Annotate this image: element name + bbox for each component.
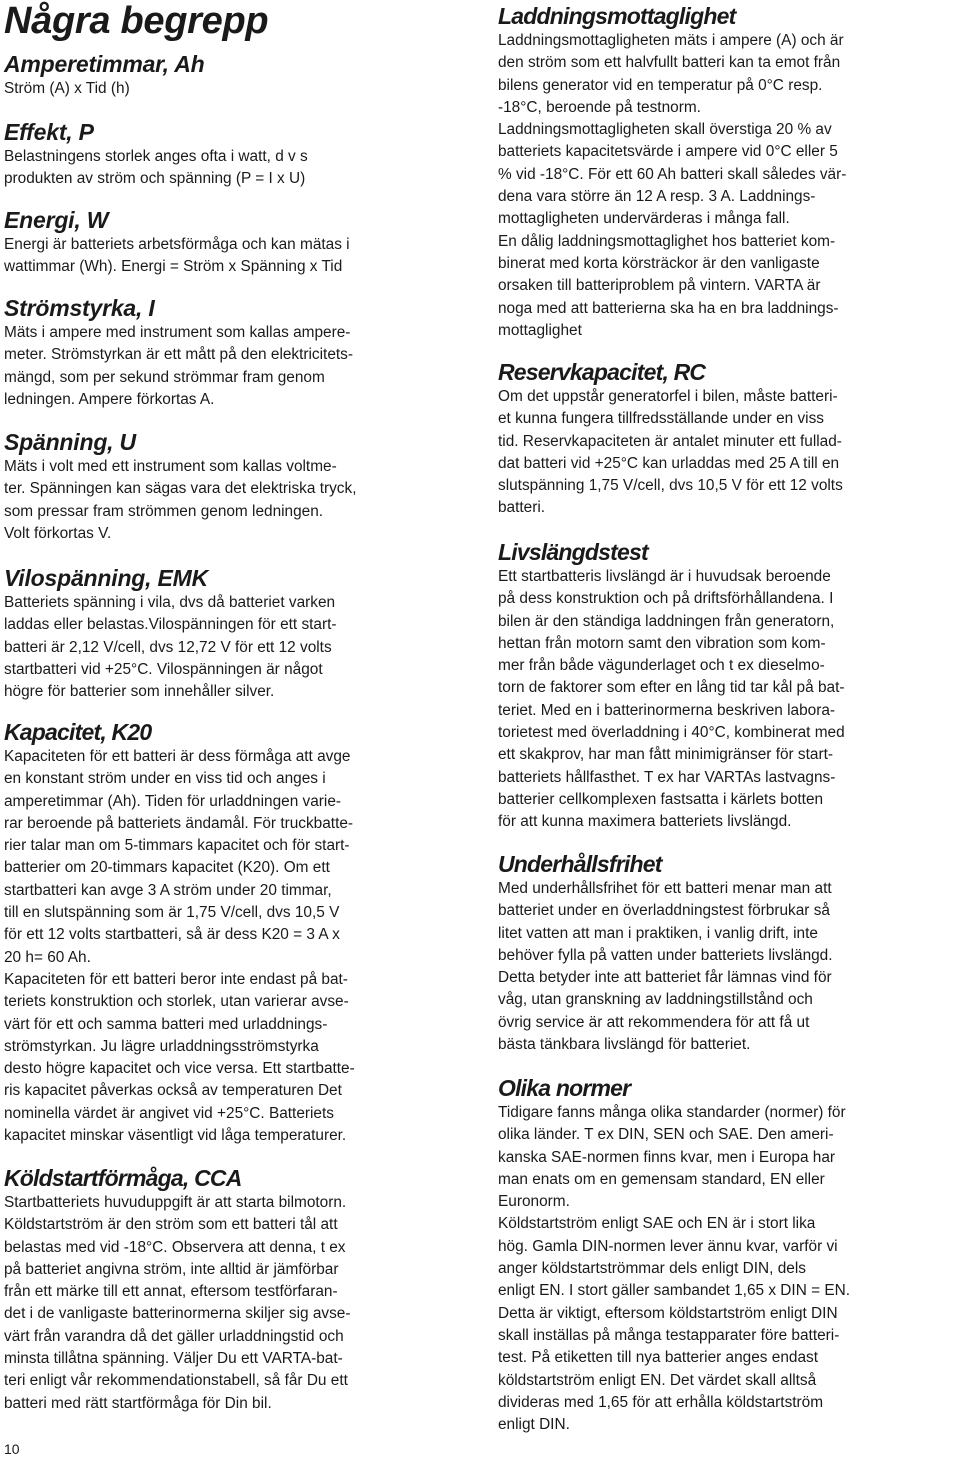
section-heading: Strömstyrka, I <box>4 295 155 321</box>
body-line: Tidigare fanns många olika standarder (normer) för <box>498 1104 846 1121</box>
section-heading: Laddningsmottaglighet <box>498 3 736 29</box>
body-line: Laddningsmottagligheten mäts i ampere (A) och är <box>498 32 844 49</box>
body-line: mer från både vägunderlaget och t ex dieselmo- <box>498 657 825 675</box>
body-line: värt för ett och samma batteri med urladdnings- <box>4 1015 328 1033</box>
body-line: batteri är 2,12 V/cell, dvs 12,72 V för ett 12 volts <box>4 638 332 656</box>
body-line: % vid -18°C. För ett 60 Ah batteri skall således vär- <box>498 165 847 183</box>
body-line: till en slutspänning som är 1,75 V/cell, dvs 10,5 V <box>4 904 340 922</box>
body-line: meter. Strömstyrkan är ett mått på den elektricitets- <box>4 346 353 364</box>
body-line: teriet. Med en i batterinormerna beskriven labora- <box>498 701 836 719</box>
body-line: Med underhållsfrihet för ett batteri menar man att <box>498 880 832 897</box>
body-line: En dålig laddningsmottaglighet hos batteriet kom- <box>498 232 836 250</box>
body-line: et kunna fungera tillfredsställande under en viss <box>498 410 824 428</box>
body-line: mottaglighet <box>498 321 582 339</box>
body-line: batteri. <box>498 499 546 517</box>
body-line: Om det uppstår generatorfel i bilen, måste batteri- <box>498 388 838 405</box>
body-line: batteri med rätt startförmåga för Din bil. <box>4 1394 272 1412</box>
body-line: Laddningsmottagligheten skall överstiga 20 % av <box>498 121 832 139</box>
section-koldstartformaga <box>4 1164 464 1415</box>
body-line: test. På etiketten till nya batterier anges endast <box>498 1349 818 1367</box>
body-line: övrig service är att rekommendera för att få ut <box>498 1013 810 1031</box>
body-line: belastas med vid -18°C. Observera att denna, t ex <box>4 1238 346 1256</box>
body-line: köldstartström enligt EN. Det värdet skall alltså <box>498 1371 817 1389</box>
body-line: 20 h= 60 Ah. <box>4 948 91 966</box>
page-number: 10 <box>4 1441 20 1457</box>
section-energi <box>4 206 464 279</box>
body-line: startbatteri vid +25°C. Vilospänningen är något <box>4 660 323 678</box>
body-line: en konstant ström under en viss tid och anges i <box>4 770 326 788</box>
section-heading: Köldstartförmåga, CCA <box>4 1165 242 1191</box>
body-line: dat batteri vid +25°C kan urladdas med 25 A till en <box>498 454 840 472</box>
body-line: enligt DIN. <box>498 1416 570 1434</box>
section-heading: Kapacitet, K20 <box>4 719 152 745</box>
section-kapacitet <box>4 718 464 1147</box>
body-line: Euronorm. <box>498 1193 570 1211</box>
body-line: ett skakprov, har man fått minimigränser för start- <box>498 746 833 764</box>
body-line: skall inställas på många testapparater före batteri- <box>498 1326 840 1344</box>
section-vilospanning <box>4 564 464 703</box>
body-line: som pressar fram strömmen genom ledningen. <box>4 502 324 520</box>
body-line: den ström som ett halvfullt batteri kan ta emot från <box>498 54 841 72</box>
body-line: laddas eller belastas.Vilospänningen för ett start- <box>4 616 337 634</box>
body-line: divideras med 1,65 för att erhålla köldstartström <box>498 1393 824 1411</box>
body-line: dena vara större än 12 A resp. 3 A. Laddnings- <box>498 188 816 206</box>
section-heading: Olika normer <box>498 1075 631 1101</box>
section-heading: Amperetimmar, Ah <box>4 51 205 77</box>
body-line: Detta betyder inte att batteriet får lämnas vind för <box>498 969 832 987</box>
body-line: slutspänning 1,75 V/cell, dvs 10,5 V för ett 12 volts <box>498 477 843 495</box>
body-line: olika länder. T ex DIN, SEN och SAE. Den ameri- <box>498 1126 834 1144</box>
section-heading: Effekt, P <box>4 119 94 145</box>
section-heading: Energi, W <box>4 207 109 233</box>
body-line: hög. Gamla DIN-normen lever ännu kvar, varför vi <box>498 1237 838 1255</box>
body-line: litet vatten att man i praktiken, i vanlig drift, inte <box>498 924 818 942</box>
section-heading: Reservkapacitet, RC <box>498 359 706 385</box>
body-line: Energi är batteriets arbetsförmåga och kan mätas i <box>4 236 350 253</box>
body-line: ledningen. Ampere förkortas A. <box>4 390 215 408</box>
body-line: batteriets kapacitetsvärde i ampere vid 0°C eller 5 <box>498 143 838 161</box>
body-line: Mäts i volt med ett instrument som kallas voltme- <box>4 458 337 475</box>
section-underhallsfrihet <box>498 850 960 1056</box>
body-line: batterier cellkomplexen fastsatta i kärlets botten <box>498 790 824 808</box>
body-line: hettan från motorn samt den vibration som kom- <box>498 634 826 652</box>
body-line: Köldstartström är den ström som ett batteri tål att <box>4 1216 338 1234</box>
section-heading: Livslängdstest <box>498 539 648 565</box>
body-line: torietest med överladdning i 40°C, kombinerat med <box>498 724 845 742</box>
body-line: desto högre kapacitet och vice versa. Ett startbatte- <box>4 1060 355 1078</box>
body-line: anger köldstartströmmar dels enligt DIN, dels <box>498 1260 806 1278</box>
section-laddningsmottaglighet <box>498 2 960 342</box>
body-line: bästa tänkbara livslängd för batteriet. <box>498 1036 751 1054</box>
body-line: teri enligt vår rekommendationstabell, så får Du ett <box>4 1372 348 1390</box>
section-amperetimmar <box>4 50 464 100</box>
body-line: kapacitet minskar väsentligt vid låga temperaturer. <box>4 1127 347 1145</box>
body-line: man enats om en gemensam standard, EN eller <box>498 1170 825 1188</box>
section-heading: Underhållsfrihet <box>498 851 662 877</box>
body-line: Belastningens storlek anges ofta i watt, d v s <box>4 148 308 165</box>
body-line: batteriets hållfasthet. T ex har VARTAs lastvagns- <box>498 768 836 786</box>
body-line: kanska SAE-normen finns kvar, men i Europa har <box>498 1148 836 1166</box>
body-line: nominella värdet är angivet vid +25°C. Batteriets <box>4 1104 334 1122</box>
body-line: noga med att batterierna ska ha en bra laddnings- <box>498 299 839 317</box>
body-line: batterier om 20-timmars kapacitet (K20). Om ett <box>4 859 330 877</box>
section-heading: Vilospänning, EMK <box>4 565 209 591</box>
body-line: orsaken till batteriproblem på vintern. VARTA är <box>498 277 821 295</box>
body-line: behöver fylla på vatten under batteriets livslängd. <box>498 946 833 964</box>
section-stromstyrka <box>4 294 464 411</box>
body-line: Detta är viktigt, eftersom köldstartström enligt DIN <box>498 1304 838 1322</box>
body-line: ris kapacitet påverkas också av temperaturen Det <box>4 1082 342 1100</box>
body-line: värt från varandra då det gäller urladdningstid och <box>4 1327 344 1345</box>
body-line: wattimmar (Wh). Energi = Ström x Spänning x Tid <box>4 258 343 276</box>
body-line: teriets konstruktion och storlek, utan varierar avse- <box>4 993 349 1011</box>
body-line: batteriet under en överladdningstest förbrukar så <box>498 902 830 920</box>
section-reservkapacitet <box>498 358 960 520</box>
body-line: Mäts i ampere med instrument som kallas ampere- <box>4 324 351 341</box>
body-line: rar beroende på batteriets ändamål. För truckbatte- <box>4 814 354 832</box>
body-line: rier talar man om 5-timmars kapacitet och för start- <box>4 837 350 855</box>
body-line: mottagligheten undervärderas i många fall. <box>498 210 790 228</box>
body-line: startbatteri kan avge 3 A ström under 20 timmar, <box>4 881 332 899</box>
body-line: torn de faktorer som efter en lång tid tar kål på bat- <box>498 679 845 697</box>
body-line: minsta tillåtna spänning. Väljer Du ett VARTA-bat- <box>4 1350 343 1368</box>
body-line: bilen är den ständiga laddningen från generatorn, <box>498 612 835 630</box>
body-line: bilens generator vid en temperatur på 0°C resp. <box>498 76 823 94</box>
body-line: produkten av ström och spänning (P = I x U) <box>4 170 306 188</box>
body-line: på dess konstruktion och på driftsförhållandena. I <box>498 590 834 608</box>
body-line: amperetimmar (Ah). Tiden för urladdningen varie- <box>4 792 342 810</box>
body-line: strömstyrkan. Ju lägre urladdningsströmstyrka <box>4 1037 319 1055</box>
page-title: Några begrepp <box>4 0 269 42</box>
section-livslangdstest <box>498 538 960 834</box>
body-line: våg, utan granskning av laddningstillstånd och <box>498 991 813 1009</box>
section-heading: Spänning, U <box>4 429 136 455</box>
body-line: från ett märke till ett annat, eftersom testförfaran- <box>4 1283 338 1301</box>
section-olika-normer <box>498 1074 960 1436</box>
body-line: mängd, som per sekund strömmar fram genom <box>4 368 325 386</box>
body-line: Volt förkortas V. <box>4 524 112 542</box>
body-line: Kapaciteten för ett batteri är dess förmåga att avge <box>4 748 351 765</box>
body-line: Ett startbatteris livslängd är i huvudsak beroende <box>498 568 831 585</box>
body-line: det i de vanligaste batterinormerna skiljer sig avse- <box>4 1305 351 1323</box>
body-line: Köldstartström enligt SAE och EN är i stort lika <box>498 1215 816 1233</box>
body-line: Ström (A) x Tid (h) <box>4 80 130 97</box>
body-line: Kapaciteten för ett batteri beror inte endast på bat- <box>4 970 348 988</box>
body-line: för ett 12 volts startbatteri, så är dess K20 = 3 A x <box>4 926 340 944</box>
body-line: Batteriets spänning i vila, dvs då batteriet varken <box>4 594 336 611</box>
body-line: högre för batterier som innehåller silver. <box>4 683 275 701</box>
body-line: Startbatteriets huvuduppgift är att starta bilmotorn. <box>4 1194 347 1211</box>
section-effekt <box>4 118 464 191</box>
body-line: -18°C, beroende på testnorm. <box>498 98 701 116</box>
section-spanning <box>4 428 464 545</box>
body-line: enligt EN. I stort gäller sambandet 1,65 x DIN = EN. <box>498 1282 851 1300</box>
body-line: tid. Reservkapaciteten är antalet minuter ett fullad- <box>498 432 842 450</box>
body-line: för att kunna maximera batteriets livslängd. <box>498 813 792 831</box>
body-line: binerat med korta körsträckor är den vanligaste <box>498 254 820 272</box>
body-line: ter. Spänningen kan sägas vara det elektriska tryck, <box>4 480 357 498</box>
body-line: på batteriet angivna ström, inte alltid är jämförbar <box>4 1260 339 1278</box>
